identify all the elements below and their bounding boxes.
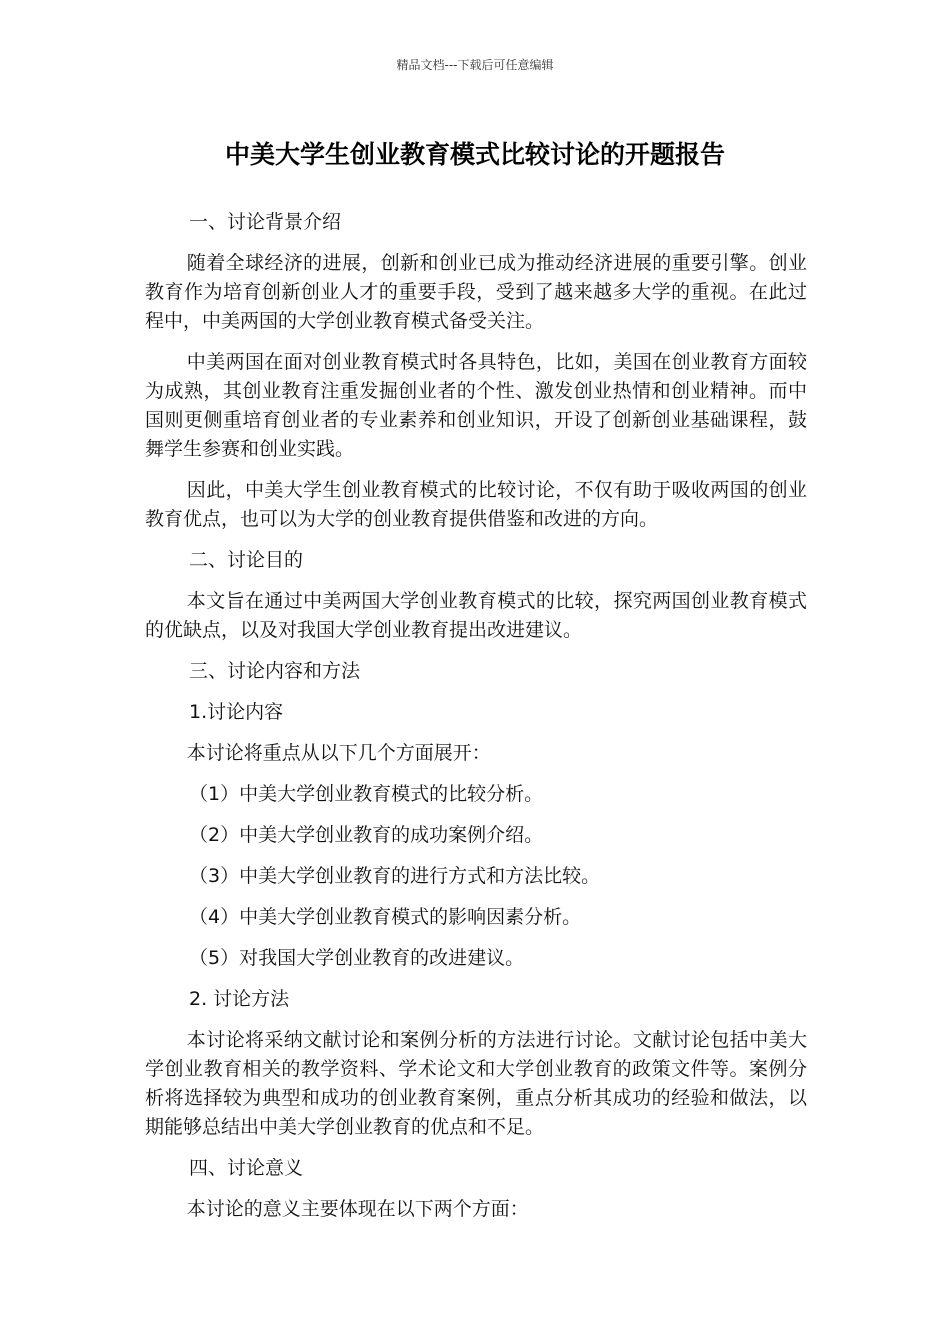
list-item: （5）对我国大学创业教育的改进建议。 [189, 947, 525, 969]
document-body [145, 208, 807, 1236]
section-heading: 三、讨论内容和方法 [189, 660, 361, 682]
section-heading: 二、讨论目的 [189, 549, 304, 571]
paragraph: 因此，中美大学生创业教育模式的比较讨论，不仅有助于吸收两国的创业教育优点，也可以为大学的创业教育提供借鉴和改进的方向。 [145, 479, 807, 530]
subsection-heading: 1.讨论内容 [189, 701, 284, 723]
document-title: 中美大学生创业教育模式比较讨论的开题报告 [224, 140, 725, 169]
section-heading: 一、讨论背景介绍 [189, 211, 342, 233]
paragraph: 本讨论的意义主要体现在以下两个方面： [186, 1198, 529, 1220]
paragraph: 本文旨在通过中美两国大学创业教育模式的比较，探究两国创业教育模式的优缺点，以及对我国大学创业教育提出改进建议。 [145, 590, 807, 641]
paragraph: 本讨论将采纳文献讨论和案例分析的方法进行讨论。文献讨论包括中美大学创业教育相关的教学资料、学术论文和大学创业教育的政策文件等。案例分析将选择较为典型和成功的创业教育案例，重点分析其成功的经验和做法，以期能够总结出中美大学创业教育的优点和不足。 [145, 1029, 807, 1138]
paragraph: 本讨论将重点从以下几个方面展开： [186, 742, 491, 764]
list-item: （3）中美大学创业教育的进行方式和方法比较。 [189, 865, 601, 887]
paragraph: 中美两国在面对创业教育模式时各具特色，比如，美国在创业教育方面较为成熟，其创业教育注重发掘创业者的个性、激发创业热情和创业精神。而中国则更侧重培育创业者的专业素养和创业知识，开设了创新创业基础课程，鼓舞学生参赛和创业实践。 [145, 351, 807, 460]
header-note: 精品文档---下载后可任意编辑 [396, 58, 554, 72]
paragraph: 随着全球经济的进展，创新和创业已成为推动经济进展的重要引擎。创业教育作为培育创新创业人才的重要手段，受到了越来越多大学的重视。在此过程中，中美两国的大学创业教育模式备受关注。 [145, 252, 807, 332]
list-item: （4）中美大学创业教育模式的影响因素分析。 [189, 906, 582, 928]
list-item: （2）中美大学创业教育的成功案例介绍。 [189, 824, 544, 846]
list-item: （1）中美大学创业教育模式的比较分析。 [189, 783, 544, 805]
section-heading: 四、讨论意义 [189, 1157, 304, 1179]
subsection-heading: 2. 讨论方法 [189, 988, 290, 1010]
